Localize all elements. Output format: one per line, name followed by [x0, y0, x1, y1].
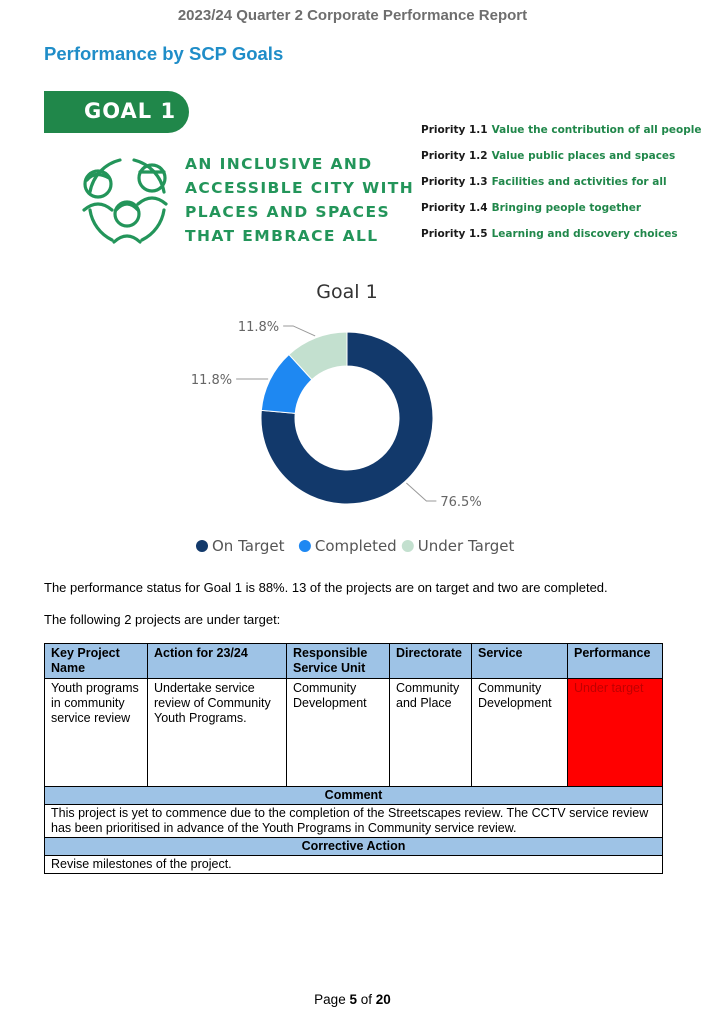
priority-text: Value public places and spaces: [491, 150, 676, 162]
priority-label: Priority 1.4: [421, 202, 488, 214]
service-cell: Community Development: [472, 679, 568, 787]
goal-statement-line: AN INCLUSIVE AND: [185, 155, 373, 173]
column-header: Service: [472, 644, 568, 679]
of-word: of: [360, 992, 373, 1007]
corrective-action-heading: Corrective Action: [45, 838, 663, 856]
priority-list: [421, 117, 701, 247]
table-row: [45, 679, 663, 787]
people-group-icon: [76, 152, 176, 247]
directorate-cell: Community and Place: [390, 679, 472, 787]
under-target-intro: The following 2 projects are under target:: [44, 612, 281, 627]
column-header: Action for 23/24: [148, 644, 287, 679]
column-header: Key Project Name: [45, 644, 148, 679]
page-footer: [0, 992, 705, 1007]
comment-row: [45, 805, 663, 838]
performance-status-cell: Under target: [568, 679, 663, 787]
page-word: Page: [314, 992, 346, 1007]
goal-statement-line: THAT EMBRACE ALL: [185, 227, 379, 245]
priority-text: Learning and discovery choices: [491, 228, 678, 240]
table-header-row: [45, 644, 663, 679]
priority-label: Priority 1.3: [421, 176, 488, 188]
service-unit-cell: Community Development: [287, 679, 390, 787]
priority-text: Bringing people together: [491, 202, 642, 214]
priority-label: Priority 1.5: [421, 228, 488, 240]
corrective-action-text: Revise milestones of the project.: [45, 856, 663, 874]
data-label-leader: [283, 326, 315, 336]
goal-badge-label: GOAL 1: [84, 99, 177, 123]
priority-text: Value the contribution of all people: [491, 124, 702, 136]
goal-1-donut-chart: [180, 272, 520, 572]
priority-item: [421, 117, 701, 143]
legend-entry: On Target: [212, 537, 285, 555]
data-label: 11.8%: [237, 319, 280, 335]
comment-header-row: [45, 787, 663, 805]
data-label: 76.5%: [440, 494, 482, 510]
page-number: 5: [349, 992, 357, 1007]
legend-marker: [299, 540, 311, 552]
comment-heading: Comment: [45, 787, 663, 805]
corrective-header-row: [45, 838, 663, 856]
priority-label: Priority 1.1: [421, 124, 488, 136]
data-label: 11.8%: [190, 372, 233, 388]
project-name-cell: Youth programs in community service review: [45, 679, 148, 787]
goal-statement-line: PLACES AND SPACES: [185, 203, 391, 221]
column-header: Responsible Service Unit: [287, 644, 390, 679]
comment-text: This project is yet to commence due to the completion of the Streetscapes review. The CCTV service review has been prioritised in advance of the Youth Programs in Community service review.: [45, 805, 663, 838]
under-target-projects-table: [44, 643, 663, 874]
section-title: Performance by SCP Goals: [44, 43, 284, 64]
chart-title: Goal 1: [316, 281, 378, 303]
legend-entry: Completed: [314, 537, 397, 555]
corrective-row: [45, 856, 663, 874]
legend-marker: [402, 540, 414, 552]
priority-item: [421, 169, 701, 195]
legend-marker: [196, 540, 208, 552]
legend-entry: Under Target: [417, 537, 515, 555]
priority-item: [421, 221, 701, 247]
priority-text: Facilities and activities for all: [491, 176, 667, 188]
goal-statement-line: ACCESSIBLE CITY WITH: [185, 179, 415, 197]
column-header: Performance: [568, 644, 663, 679]
status-paragraph: The performance status for Goal 1 is 88%. 13 of the projects are on target and two are completed.: [44, 580, 608, 595]
page-total: 20: [375, 992, 391, 1007]
column-header: Directorate: [390, 644, 472, 679]
goal-badge: [44, 91, 189, 133]
priority-item: [421, 143, 701, 169]
goal-statement: [185, 152, 420, 248]
action-cell: Undertake service review of Community Youth Programs.: [148, 679, 287, 787]
data-label-leader: [406, 483, 436, 501]
priority-label: Priority 1.2: [421, 150, 488, 162]
report-header: 2023/24 Quarter 2 Corporate Performance Report: [177, 7, 528, 24]
priority-item: [421, 195, 701, 221]
